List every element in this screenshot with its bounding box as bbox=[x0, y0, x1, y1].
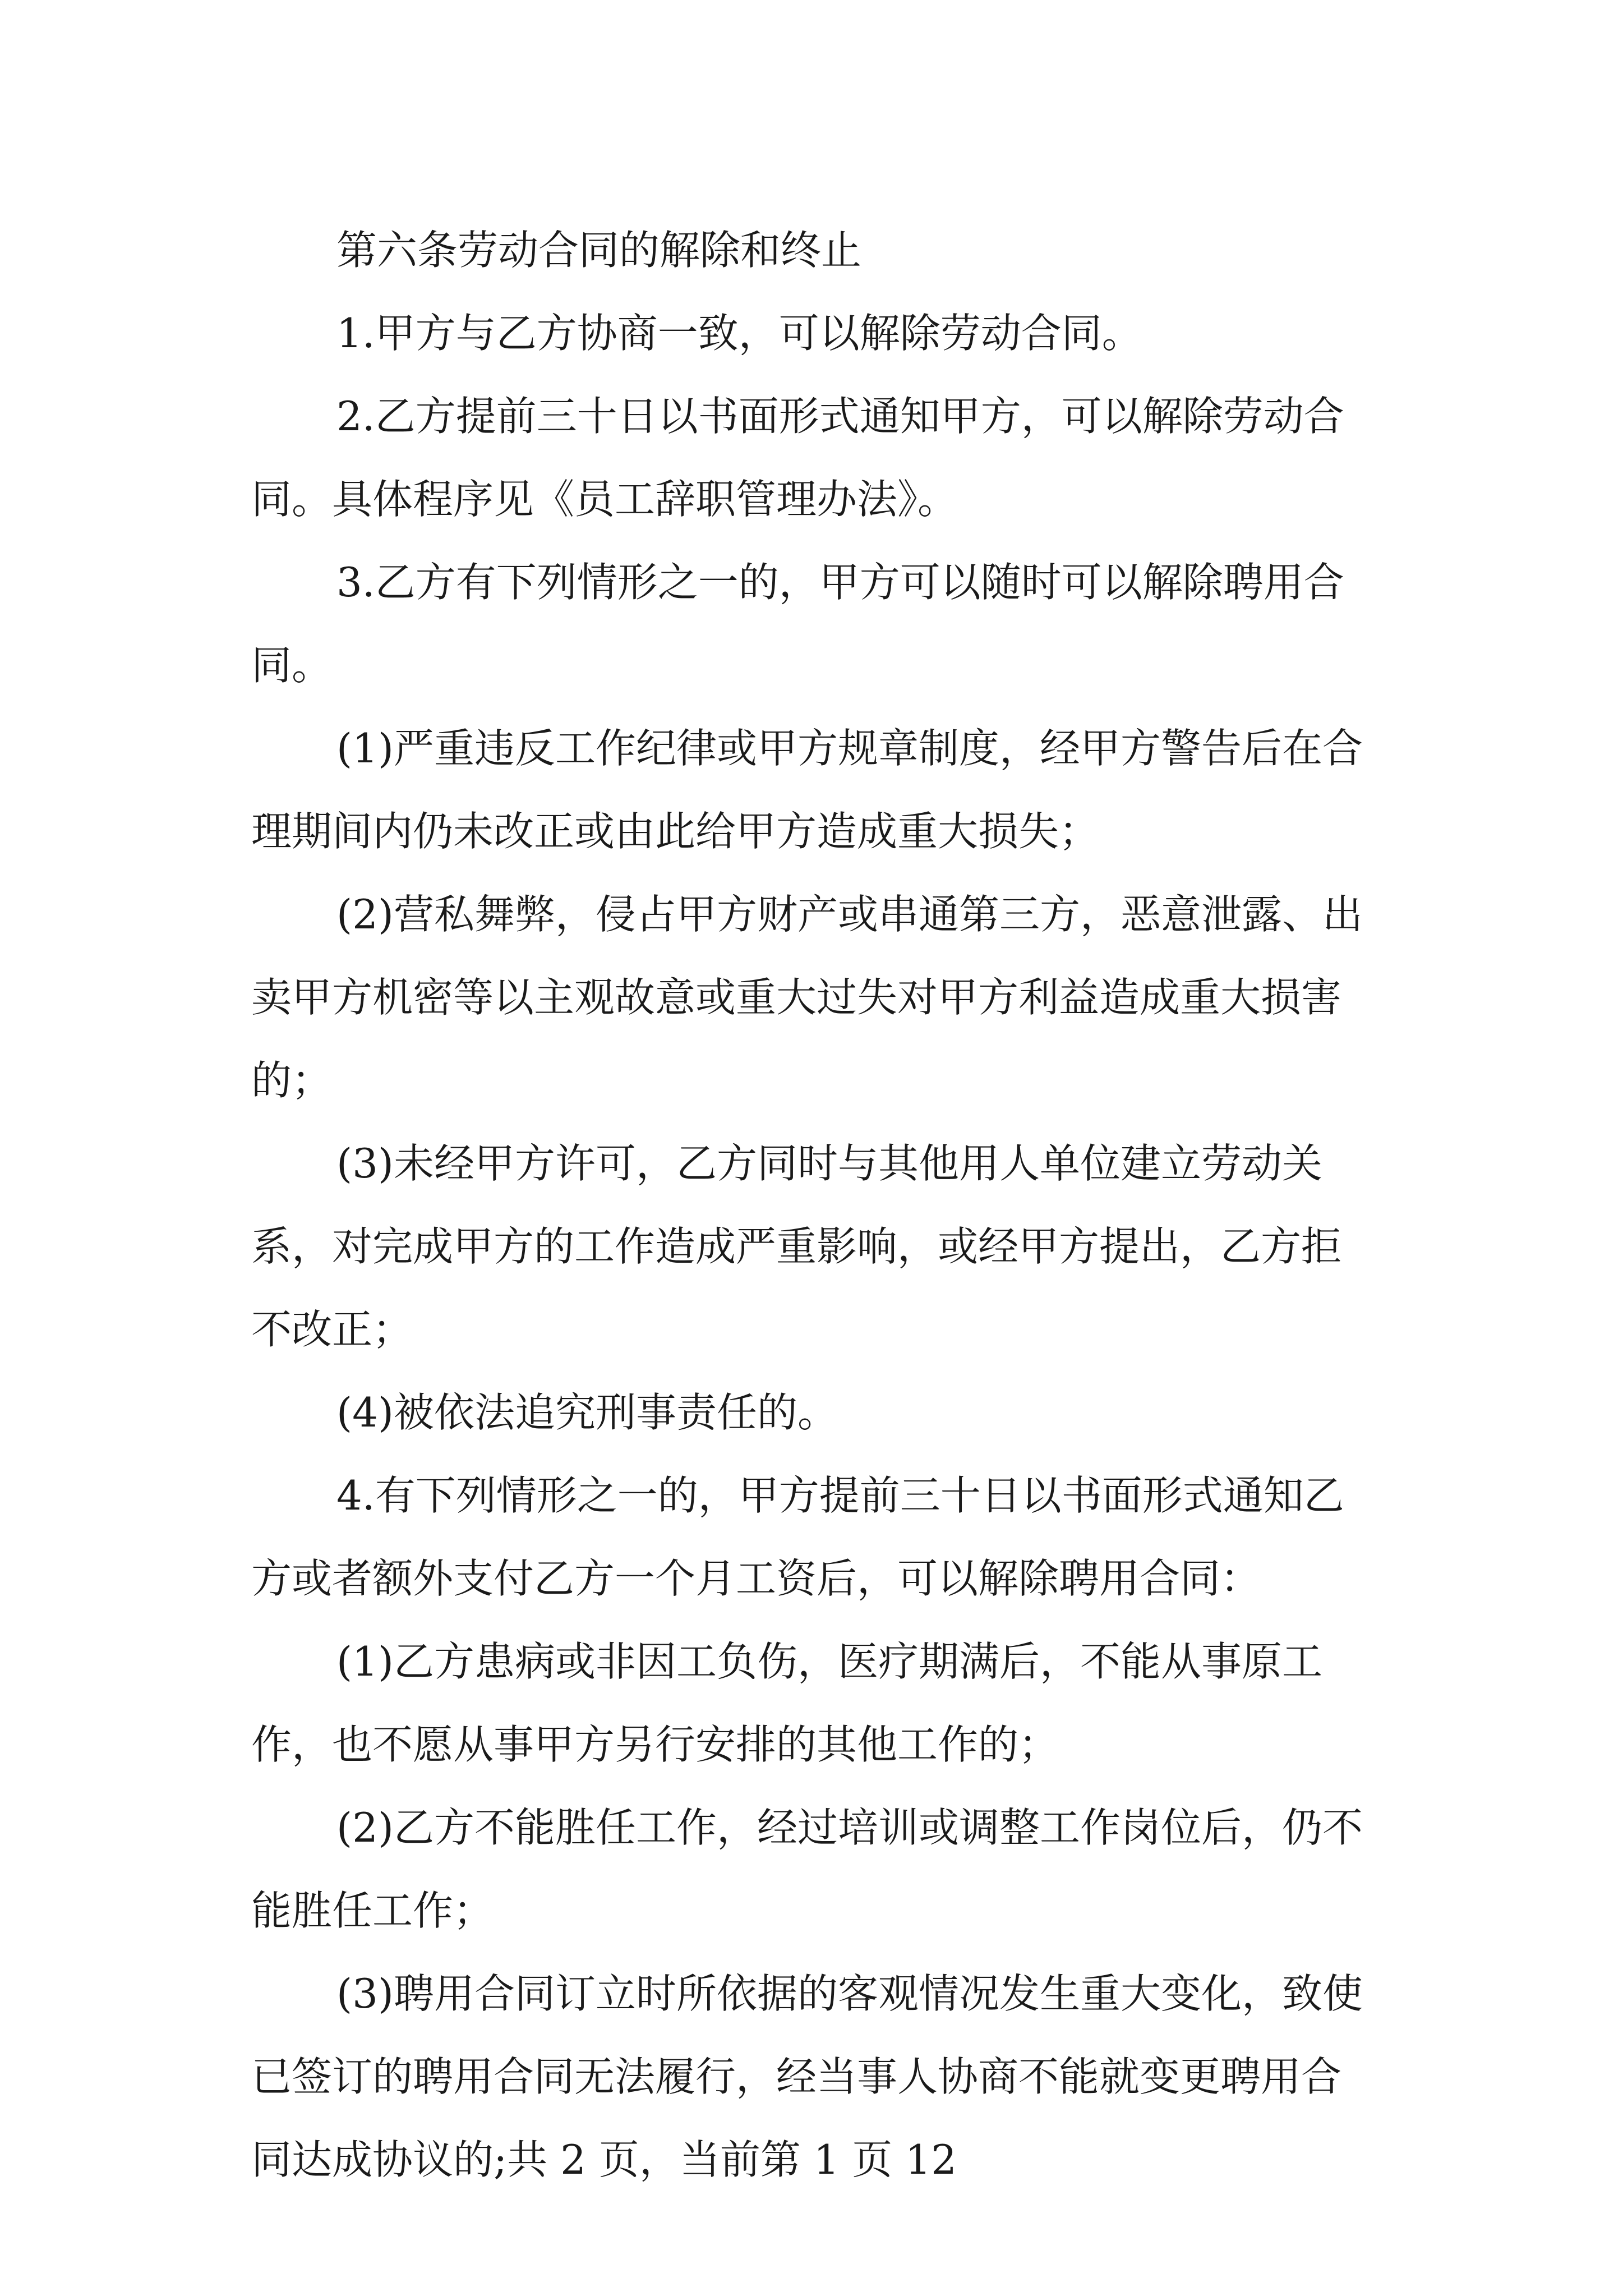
paragraph-clause-4-item-2: (2)乙方不能胜任工作，经过培训或调整工作岗位后，仍不能胜任工作； bbox=[251, 1804, 1363, 1934]
paragraph-clause-4-item-3: (3)聘用合同订立时所依据的客观情况发生重大变化，致使已签订的聘用合同无法履行，经当事人协商不能就变更聘用合同达成协议的;共 2 页，当前第 1 页 12 bbox=[251, 1970, 1363, 2183]
paragraph-clause-4: 4.有下列情形之一的，甲方提前三十日以书面形式通知乙方或者额外支付乙方一个月工资后，可以解除聘用合同： bbox=[251, 1472, 1344, 1602]
paragraph-clause-4-item-1: (1)乙方患病或非因工负伤，医疗期满后，不能从事原工作，也不愿从事甲方另行安排的其他工作的； bbox=[251, 1638, 1322, 1768]
paragraph-clause-3-item-2: (2)营私舞弊，侵占甲方财产或串通第三方，恶意泄露、出卖甲方机密等以主观故意或重大过失对甲方利益造成重大损害的； bbox=[251, 891, 1363, 1104]
document-body bbox=[251, 209, 1378, 2201]
paragraph-clause-2: 2.乙方提前三十日以书面形式通知甲方，可以解除劳动合同。具体程序见《员工辞职管理办法》。 bbox=[251, 393, 1344, 523]
paragraph-clause-3-item-3: (3)未经甲方许可，乙方同时与其他用人单位建立劳动关系，对完成甲方的工作造成严重影响，或经甲方提出，乙方拒不改正； bbox=[251, 1140, 1342, 1353]
section-heading: 第六条劳动合同的解除和终止 bbox=[336, 227, 862, 274]
paragraph-clause-3-item-1: (1)严重违反工作纪律或甲方规章制度，经甲方警告后在合理期间内仍未改正或由此给甲方造成重大损失； bbox=[251, 725, 1363, 855]
paragraph-clause-1: 1.甲方与乙方协商一致，可以解除劳动合同。 bbox=[336, 310, 1142, 357]
paragraph-clause-3-item-4: (4)被依法追究刑事责任的。 bbox=[336, 1389, 838, 1436]
paragraph-clause-3: 3.乙方有下列情形之一的，甲方可以随时可以解除聘用合同。 bbox=[251, 559, 1344, 689]
